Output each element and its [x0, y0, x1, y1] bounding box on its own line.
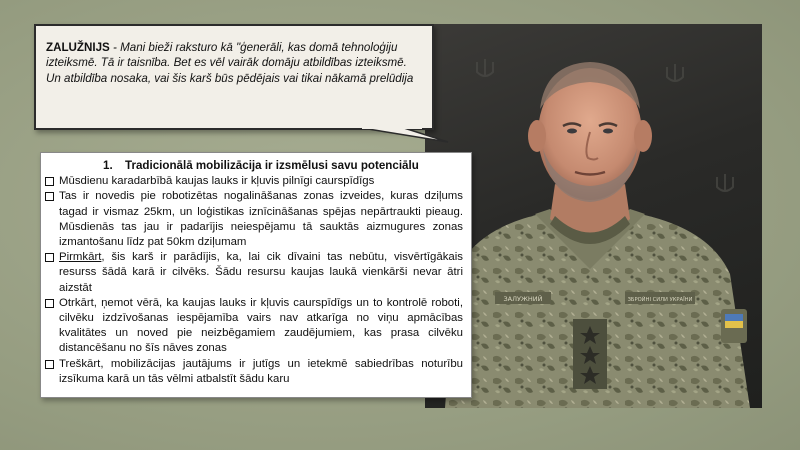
checkbox-bullet-icon	[45, 253, 54, 262]
checkbox-bullet-icon	[45, 299, 54, 308]
name-tape-right-text: ЗБРОЙНІ СИЛИ УКРАЇНИ	[627, 297, 693, 303]
checkbox-bullet-icon	[45, 360, 54, 369]
checkbox-bullet-icon	[45, 177, 54, 186]
section-heading	[45, 158, 463, 173]
speech-bubble-tail	[360, 120, 450, 144]
flag-patch-blue	[725, 314, 743, 321]
flag-patch-yellow	[725, 321, 743, 328]
list-item-lead: Pirmkārt	[59, 251, 102, 264]
list-item	[45, 189, 463, 250]
list-item-text: Otrkārt, ņemot vērā, ka kaujas lauks ir kļuvis caurspīdīgs un to kontrolē roboti, cilvēku izdzīvošanas iespējamība vairs nav atkarīga no viņu apmācības kvalitātes un noved pie neizbēgamiem zaudējumiem, kas prasa cilvēku distancēšanu no šīs nāves zonas	[59, 296, 463, 355]
list-item	[45, 357, 463, 387]
name-tape-left-text: ЗАЛУЖНИЙ	[503, 295, 543, 303]
portrait-illustration	[425, 24, 762, 408]
section-title: Tradicionālā mobilizācija ir izsmēlusi savu potenciālu	[125, 159, 419, 172]
list-item-text: , šis karš ir parādījis, ka, lai cik dīvaini tas nebūtu, visvērtīgākais resurss šādā karā ir cilvēks. Šādu resursu kaujas laukā vienkārši nevar ātri aizstāt	[59, 251, 463, 294]
list-item	[45, 250, 463, 296]
list-item-text: Mūsdienu karadarbībā kaujas lauks ir kļuvis pilnīgi caurspīdīgs	[59, 175, 375, 188]
checkbox-bullet-icon	[45, 192, 54, 201]
list-item	[45, 296, 463, 357]
quote-speech-bubble	[34, 24, 434, 130]
main-text-box	[40, 152, 472, 398]
general-portrait-photo	[425, 24, 762, 408]
quote-text: - Mani bieži raksturo kā "ģenerāli, kas domā tehnoloģiju izteiksmē. Tā ir taisnība. Bet es vēl vairāk domāju atbildības izteiksmē. Un atbildība nosaka, vai šis karš būs pēdējais vai tikai nākamā prelūdija	[46, 41, 414, 85]
quote-speaker: ZALUŽNIJS	[46, 41, 110, 54]
section-number: 1.	[103, 159, 113, 172]
list-item	[45, 174, 463, 189]
bullet-list	[45, 174, 463, 387]
list-item-text: Treškārt, mobilizācijas jautājums ir jutīgs un ietekmē sabiedrības noturību izsīkuma karā un tās vēlmi atbalstīt šādu karu	[59, 357, 463, 385]
list-item-text: Tas ir novedis pie robotizētas nogalināšanas zonas izveides, kuras dziļums tagad ir vismaz 25km, un loģistikas iznīcināšanas spējas nepārtraukti pieaug. Mūsdienās tas jau ir padarījis neiespējamu tā sauktās aizmugures zonas izmantošanu līdz pat 50km dziļumam	[59, 190, 463, 249]
